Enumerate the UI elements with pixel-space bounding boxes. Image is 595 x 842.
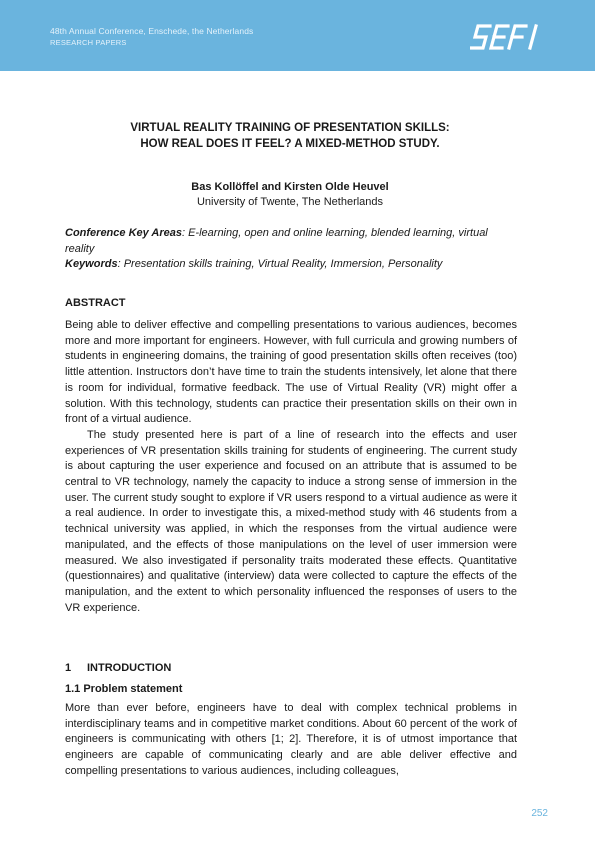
subsection-heading: 1.1 Problem statement <box>65 683 183 695</box>
intro-paragraph: More than ever before, engineers have to deal with complex technical problems in interdisciplinary teams and in competitive market conditions. About 60 percent of the work of engineers is communicating with others [1; 2]. Therefore, it is of utmost importance that engineers are capable of communicating clearly and are able deliver effective and compelling presentations to various audiences, including colleagues, <box>65 702 517 777</box>
paper-title <box>65 120 515 152</box>
keywords-text: : Presentation skills training, Virtual Reality, Immersion, Personality <box>117 258 443 270</box>
abstract-paragraph: The study presented here is part of a line of research into the effects and user experiences of VR presentation skills training for students of engineering. The current study is about capturing the user experience and focused on an attribute that is assumed to be central to VR technology, namely the capacity to induce a strong sense of immersion in the user. The current study sought to explore if VR users respond to a virtual audience as were it a real audience. In order to investigate this, a mixed-method study with 46 students from a technical university was applied, in which the responses from the virtual audience were manipulated, and the effects of those manipulations on the level of user immersion were measured. We also investigated if personality traits moderated these effects. Quantitative (questionnaires) and qualitative (interview) data were collected to capture the effects of the manipulation, and the extent to which personality influenced the responses of users to the VR experience. <box>65 428 517 614</box>
header-band <box>0 0 595 71</box>
paper-category: RESEARCH PAPERS <box>50 38 127 47</box>
section-number: 1 <box>65 662 72 674</box>
paper-meta <box>65 226 515 273</box>
keywords <box>65 257 515 273</box>
key-areas-text: : E-learning, open and online learning, blended learning, virtual reality <box>65 227 488 255</box>
title-line-2: HOW REAL DOES IT FEEL? A MIXED-METHOD STUDY. <box>140 138 440 150</box>
title-line-1: VIRTUAL REALITY TRAINING OF PRESENTATION SKILLS: <box>130 122 450 134</box>
affiliation: University of Twente, The Netherlands <box>196 196 384 208</box>
key-areas-label: Conference Key Areas <box>65 227 182 239</box>
page-number: 252 <box>531 808 548 819</box>
abstract-body <box>65 318 517 616</box>
sefi-logo <box>470 20 546 54</box>
abstract-heading: ABSTRACT <box>65 297 126 309</box>
logo-text: SEFI <box>470 20 473 21</box>
keywords-label: Keywords <box>65 258 118 270</box>
authors: Bas Kollöffel and Kirsten Olde Heuvel <box>191 181 389 193</box>
abstract-paragraph: Being able to deliver effective and compelling presentations to various audiences, becomes more and more important for engineers. However, with full curricula and growing numbers of students in engineering domains, the training of good presentation skills often receives (too) little attention. Instructors don’t have time to train the students intensively, let alone that there is room for individual, formative feedback. The use of Virtual Reality (VR) might offer a solution. With this technology, students can practice their presentation skills on their own in front of a virtual audience. <box>65 319 517 426</box>
section-heading <box>65 662 171 674</box>
section-title: INTRODUCTION <box>87 662 172 674</box>
introduction-body <box>65 701 517 780</box>
conference-name: 48th Annual Conference, Enschede, the Netherlands <box>50 26 254 36</box>
key-areas <box>65 226 515 257</box>
